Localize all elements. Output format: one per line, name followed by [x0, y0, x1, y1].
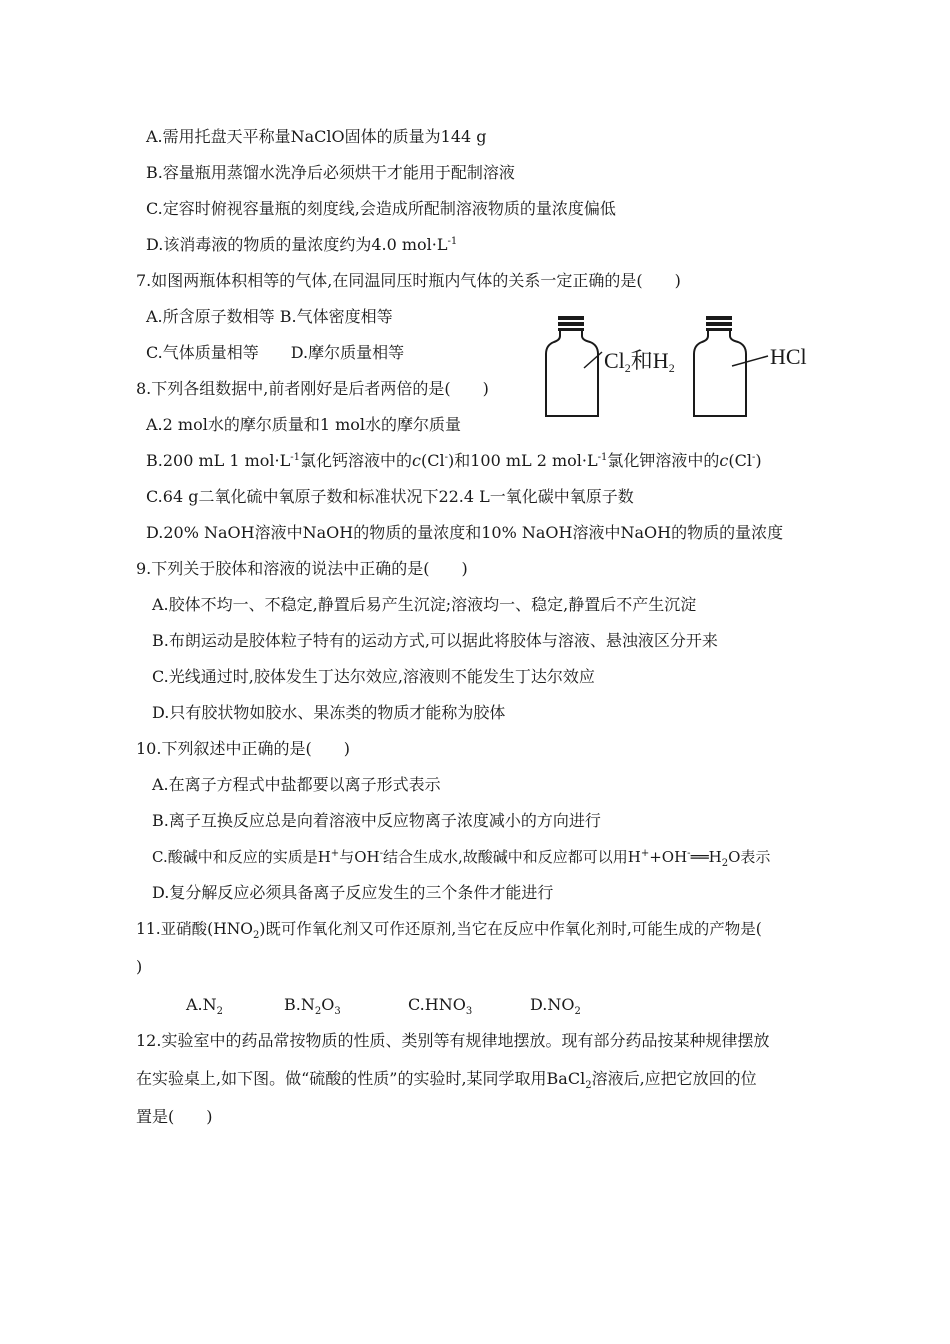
left-bottle-body: [546, 331, 598, 416]
q9-stem: 9.下列关于胶体和溶液的说法中正确的是( ): [136, 559, 468, 578]
q8-option-b: B.200 mL 1 $mol\cdot L^{-1}$氯化钙溶液中的c(Cl-)和100 mL 2 $mol\cdot L^{-1}$氯化钾溶液中的c(Cl-): [146, 451, 762, 470]
q9-option-d: D.只有胶状物如胶水、果冻类的物质才能称为胶体: [152, 703, 506, 722]
left-bottle-label: Cl2和H2: [604, 348, 675, 375]
q11-option-d: $D.NO_2$: [530, 995, 581, 1017]
q6-option-d: D.该消毒液的物质的量浓度约为4.0 $mol\cdot L^{-1}$: [146, 235, 458, 254]
q9-option-c: C.光线通过时,胶体发生丁达尔效应,溶液则不能发生丁达尔效应: [152, 667, 595, 686]
q8-stem: 8.下列各组数据中,前者刚好是后者两倍的是( ): [136, 379, 489, 398]
q12-line-3: 置是( ): [136, 1107, 213, 1126]
q8-option-d: D.20% NaOH溶液中NaOH的物质的量浓度和10% NaOH溶液中NaOH的物质的量浓度: [146, 523, 784, 542]
gas-bottles-figure: [540, 312, 820, 424]
q10-option-d: D.复分解反应必须具备离子反应发生的三个条件才能进行: [152, 883, 554, 902]
q7-options-row2: C.气体质量相等 D.摩尔质量相等: [146, 343, 405, 362]
left-bottle-cap-band-1: [558, 316, 584, 320]
q11-stem: 11.亚硝酸$(HNO_2)$既可作氧化剂又可作还原剂,当它在反应中作氧化剂时,可能生成的产物是(: [136, 920, 762, 941]
q6-option-b: B.容量瓶用蒸馏水洗净后必须烘干才能用于配制溶液: [146, 163, 515, 182]
right-bottle-cap-band-3: [706, 328, 732, 331]
q8-option-a: A.2 mol水的摩尔质量和1 mol水的摩尔质量: [146, 415, 462, 434]
q10-option-b: B.离子互换反应总是向着溶液中反应物离子浓度减小的方向进行: [152, 811, 601, 830]
q10-option-a: A.在离子方程式中盐都要以离子形式表示: [152, 775, 441, 794]
right-bottle-body: [694, 331, 746, 416]
q10-stem: 10.下列叙述中正确的是( ): [136, 739, 350, 758]
right-bottle-cap-band-1: [706, 316, 732, 320]
q11-option-b: $B.N_2O_3$: [284, 995, 341, 1017]
q11-option-c: $C.HNO_3$: [408, 995, 473, 1017]
left-bottle-cap-band-3: [558, 328, 584, 331]
q10-option-c: C.酸碱中和反应的实质是H+与OH-结合生成水,故酸碱中和反应都可以用$H^++OH^-══H_2O$表示: [152, 848, 771, 869]
q6-option-a: A.需用托盘天平称量NaClO固体的质量为144 g: [146, 127, 487, 146]
q8-option-c: C.64 g二氧化硫中氧原子数和标准状况下22.4 L一氧化碳中氧原子数: [146, 487, 634, 506]
q6-option-c: C.定容时俯视容量瓶的刻度线,会造成所配制溶液物质的量浓度偏低: [146, 199, 616, 218]
q9-option-a: A.胶体不均一、不稳定,静置后易产生沉淀;溶液均一、稳定,静置后不产生沉淀: [152, 595, 697, 614]
q12-line-2: 在实验桌上,如下图。做“硫酸的性质”的实验时,某同学取用BaCl$_2$溶液后,应把它放回的位: [136, 1069, 757, 1091]
q7-options-row1: A.所含原子数相等 B.气体密度相等: [146, 307, 393, 326]
q9-option-b: B.布朗运动是胶体粒子特有的运动方式,可以据此将胶体与溶液、悬浊液区分开来: [152, 631, 718, 650]
right-bottle-cap-band-2: [706, 322, 732, 326]
q11-option-a: $A.N_2$: [186, 995, 224, 1017]
right-bottle-leader-line: [732, 356, 768, 366]
q7-stem: 7.如图两瓶体积相等的气体,在同温同压时瓶内气体的关系一定正确的是( ): [136, 271, 681, 290]
left-bottle-leader-line: [584, 352, 602, 368]
right-bottle-label: HCl: [770, 344, 807, 369]
q11-stem-close: ): [136, 957, 143, 976]
q12-line-1: 12.实验室中的药品常按物质的性质、类别等有规律地摆放。现有部分药品按某种规律摆放: [136, 1031, 770, 1050]
left-bottle-cap-band-2: [558, 322, 584, 326]
